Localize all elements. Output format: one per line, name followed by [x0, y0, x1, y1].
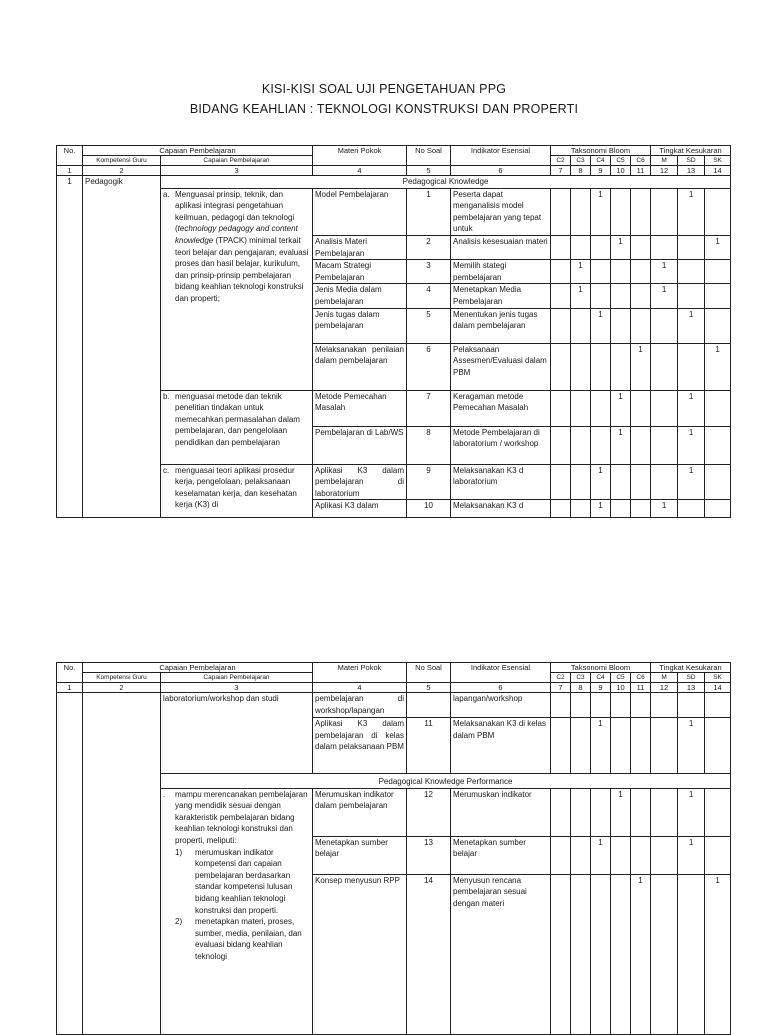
- col-num: 13: [678, 683, 705, 693]
- c3-cell: [571, 308, 591, 343]
- materi-cell: Aplikasi K3 dalam: [313, 500, 407, 518]
- header-no: No.: [57, 663, 83, 683]
- c6-cell: [631, 836, 651, 874]
- nosoal-cell: 7: [407, 390, 451, 426]
- c5-cell: [611, 188, 631, 235]
- c6-cell: [631, 390, 651, 426]
- col-num: 6: [451, 683, 551, 693]
- header-c4: C4: [591, 156, 611, 166]
- indikator-cell: Memilih stategi pembelajaran: [451, 260, 551, 284]
- c3-cell: [571, 836, 591, 874]
- c3-cell: [571, 874, 591, 1034]
- c2-cell: [551, 836, 571, 874]
- col-num: 2: [83, 166, 161, 176]
- nosoal-cell: 2: [407, 235, 451, 259]
- capaian-b: [161, 390, 313, 464]
- document-subtitle: BIDANG KEAHLIAN : TEKNOLOGI KONSTRUKSI DAN PROPERTI: [189, 102, 579, 116]
- nosoal-cell: 1: [407, 188, 451, 235]
- c5-cell: [611, 464, 631, 500]
- indikator-cell: Metode Pembelajaran di laboratorium / workshop: [451, 426, 551, 464]
- document-title: KISI-KISI SOAL UJI PENGETAHUAN PPG: [261, 82, 507, 96]
- indikator-cell: Menetapkan Media Pembelajaran: [451, 284, 551, 308]
- materi-cell: Metode Pemecahan Masalah: [313, 390, 407, 426]
- header-no: No.: [57, 146, 83, 166]
- row-number: [57, 693, 83, 1035]
- c3-cell: 1: [571, 260, 591, 284]
- capaian-c-text: menguasai teori aplikasi prosedur kerja, pengelolaan, pelaksanaan keselamatan kerja, dan kesehatan kerja (K3) di: [175, 465, 297, 510]
- col-num: 11: [631, 166, 651, 176]
- sk-cell: [705, 308, 731, 343]
- col-num: 1: [57, 683, 83, 693]
- col-num: 1: [57, 166, 83, 176]
- header-sk: SK: [705, 156, 731, 166]
- c2-cell: [551, 788, 571, 836]
- item-marker: a.: [163, 189, 170, 199]
- sk-cell: 1: [705, 343, 731, 390]
- materi-cell: Jenis tugas dalam pembelajaran: [313, 308, 407, 343]
- header-kompetensi: Kompetensi Guru: [83, 673, 161, 683]
- header-sd: SD: [678, 673, 705, 683]
- c2-cell: [551, 426, 571, 464]
- section-row: [57, 176, 731, 189]
- sk-cell: [705, 188, 731, 235]
- col-num: 6: [451, 166, 551, 176]
- materi-cell: Analisis Materi Pembelajaran: [313, 235, 407, 259]
- item-marker: c.: [163, 465, 170, 475]
- c4-cell: [591, 390, 611, 426]
- header-c5: C5: [611, 673, 631, 683]
- materi-cell: Konsep menyusun RPP: [313, 874, 407, 1034]
- capaian-b-text: menguasai metode dan teknik penelitian tindakan untuk memecahkan permasalahan dalam pembelajaran, dan pengelolaan pendidikan dan pembelajaran: [175, 391, 300, 447]
- header-taksonomi: Taksonomi Bloom: [551, 146, 651, 156]
- c5-cell: 1: [611, 788, 631, 836]
- capaian-c: [161, 464, 313, 518]
- header-c2: C2: [551, 673, 571, 683]
- materi-cell: pembelajaran di workshop/lapangan: [313, 693, 407, 718]
- m-cell: [651, 836, 678, 874]
- kisi-kisi-table-page-1: [56, 145, 731, 518]
- item-marker: .: [163, 789, 166, 799]
- c4-cell: [591, 788, 611, 836]
- c6-cell: [631, 260, 651, 284]
- indikator-cell: Melaksanakan K3 di kelas dalam PBM: [451, 718, 551, 774]
- nosoal-cell: 11: [407, 718, 451, 774]
- c2-cell: [551, 874, 571, 1034]
- sk-cell: [705, 500, 731, 518]
- materi-cell: Merumuskan indikator dalam pembelajaran: [313, 788, 407, 836]
- c4-cell: 1: [591, 500, 611, 518]
- c4-cell: 1: [591, 188, 611, 235]
- column-number-row: [57, 166, 731, 176]
- header-c4: C4: [591, 673, 611, 683]
- table-header-row: [57, 146, 731, 156]
- header-sd: SD: [678, 156, 705, 166]
- col-num: 10: [611, 166, 631, 176]
- c6-cell: [631, 308, 651, 343]
- sd-cell: [678, 284, 705, 308]
- col-num: 13: [678, 166, 705, 176]
- c4-cell: [591, 235, 611, 259]
- sd-cell: [678, 343, 705, 390]
- capaian-a: [161, 188, 313, 390]
- nosoal-cell: 14: [407, 874, 451, 1034]
- col-num: 9: [591, 683, 611, 693]
- sk-cell: [705, 788, 731, 836]
- c5-cell: 1: [611, 426, 631, 464]
- sk-cell: [705, 390, 731, 426]
- col-num: 14: [705, 683, 731, 693]
- c3-cell: [571, 343, 591, 390]
- col-num: 3: [161, 683, 313, 693]
- col-num: 5: [407, 166, 451, 176]
- indikator-cell: Pelaksanaan Assesmen/Evaluasi dalam PBM: [451, 343, 551, 390]
- indikator-cell: lapangan/workshop: [451, 693, 551, 718]
- materi-cell: Menetapkan sumber belajar: [313, 836, 407, 874]
- col-num: 9: [591, 166, 611, 176]
- sd-cell: 1: [678, 718, 705, 774]
- col-num: 11: [631, 683, 651, 693]
- c2-cell: [551, 390, 571, 426]
- c5-cell: [611, 836, 631, 874]
- c6-cell: [631, 426, 651, 464]
- header-no-soal: No Soal: [407, 663, 451, 683]
- m-cell: [651, 390, 678, 426]
- nosoal-cell: 8: [407, 426, 451, 464]
- indikator-cell: Menetapkan sumber belajar: [451, 836, 551, 874]
- c3-cell: 1: [571, 284, 591, 308]
- c4-cell: [591, 343, 611, 390]
- materi-cell: Pembelajaran di Lab/WS: [313, 426, 407, 464]
- c6-cell: [631, 500, 651, 518]
- col-num: 14: [705, 166, 731, 176]
- col-num: 2: [83, 683, 161, 693]
- c2-cell: [551, 308, 571, 343]
- m-cell: [651, 188, 678, 235]
- kompetensi-guru: [83, 693, 161, 1035]
- capaian-a-text: Menguasai prinsip, teknik, dan aplikasi integrasi pengetahuan keilmuan, pedagogi dan teknologi (technology pedagogy and content knowledge (TPACK) minimal terkait teori belajar dan pengajaran, evaluasi proses dan hasil belajar, kurikulum, dan prinsip-prinsip pembelajaran bidang keahlian teknologi konstruksi dan properti;: [175, 189, 309, 303]
- m-cell: [651, 308, 678, 343]
- sd-cell: 1: [678, 188, 705, 235]
- c6-cell: [631, 464, 651, 500]
- m-cell: [651, 788, 678, 836]
- sub-item-2-text: menetapkan materi, proses, sumber, media, penilaian, dan evaluasi bidang keahlian teknologi: [195, 917, 302, 961]
- m-cell: [651, 464, 678, 500]
- sd-cell: 1: [678, 308, 705, 343]
- c6-cell: 1: [631, 874, 651, 1034]
- c3-cell: [571, 500, 591, 518]
- m-cell: [651, 874, 678, 1034]
- sk-cell: [705, 260, 731, 284]
- section-heading: Pedagogical Knowledge Performance: [161, 774, 731, 789]
- sd-cell: 1: [678, 464, 705, 500]
- c3-cell: [571, 235, 591, 259]
- header-indikator: Indikator Esensial: [451, 663, 551, 683]
- materi-cell: Jenis Media dalam pembelajaran: [313, 284, 407, 308]
- m-cell: 1: [651, 260, 678, 284]
- c2-cell: [551, 260, 571, 284]
- sk-cell: [705, 464, 731, 500]
- materi-cell: Macam Strategi Pembelajaran: [313, 260, 407, 284]
- header-capaian: Capaian Pembelajaran: [83, 146, 313, 156]
- indikator-cell: Merumuskan indikator: [451, 788, 551, 836]
- table-header-row: [57, 663, 731, 673]
- col-num: 3: [161, 166, 313, 176]
- item-marker: 2): [175, 917, 183, 927]
- header-c3: C3: [571, 156, 591, 166]
- m-cell: 1: [651, 500, 678, 518]
- c5-cell: 1: [611, 235, 631, 259]
- nosoal-cell: 12: [407, 788, 451, 836]
- col-num: 5: [407, 683, 451, 693]
- header-capaian-sub: Capaian Pembelajaran: [161, 673, 313, 683]
- sk-cell: [705, 284, 731, 308]
- nosoal-cell: 6: [407, 343, 451, 390]
- sd-cell: 1: [678, 836, 705, 874]
- materi-cell: Melaksanakan penilaian dalam pembelajaran: [313, 343, 407, 390]
- header-c5: C5: [611, 156, 631, 166]
- capaian-planning: [161, 788, 313, 1034]
- c4-cell: 1: [591, 308, 611, 343]
- header-c3: C3: [571, 673, 591, 683]
- header-kompetensi: Kompetensi Guru: [83, 156, 161, 166]
- materi-cell: Aplikasi K3 dalam pembelajaran di kelas dalam pelaksanaan PBM: [313, 718, 407, 774]
- col-num: 7: [551, 166, 571, 176]
- header-c6: C6: [631, 156, 651, 166]
- col-num: 12: [651, 166, 678, 176]
- row-number: 1: [57, 176, 83, 518]
- c6-cell: [631, 188, 651, 235]
- c5-cell: [611, 500, 631, 518]
- c3-cell: [571, 788, 591, 836]
- c3-cell: [571, 464, 591, 500]
- header-capaian: Capaian Pembelajaran: [83, 663, 313, 673]
- header-tingkat: Tingkat Kesukaran: [651, 663, 731, 673]
- indikator-cell: Melaksanakan K3 d: [451, 500, 551, 518]
- header-sk: SK: [705, 673, 731, 683]
- indikator-cell: Peserta dapat menganalisis model pembelajaran yang tepat untuk: [451, 188, 551, 235]
- c5-cell: [611, 874, 631, 1034]
- c5-cell: [611, 260, 631, 284]
- kompetensi-guru: Pedagogik: [83, 176, 161, 518]
- sd-cell: 1: [678, 426, 705, 464]
- col-num: 4: [313, 166, 407, 176]
- c2-cell: [551, 235, 571, 259]
- c6-cell: 1: [631, 343, 651, 390]
- col-num: 12: [651, 683, 678, 693]
- sd-cell: [678, 500, 705, 518]
- col-num: 8: [571, 683, 591, 693]
- indikator-cell: Menentukan jenis tugas dalam pembelajaran: [451, 308, 551, 343]
- sd-cell: [678, 874, 705, 1034]
- nosoal-cell: [407, 693, 451, 718]
- table-row-continuation: [57, 693, 731, 718]
- col-num: 7: [551, 683, 571, 693]
- header-m: M: [651, 673, 678, 683]
- m-cell: [651, 235, 678, 259]
- c5-cell: 1: [611, 390, 631, 426]
- c2-cell: [551, 500, 571, 518]
- c4-cell: [591, 874, 611, 1034]
- header-materi: Materi Pokok: [313, 146, 407, 166]
- item-marker: b.: [163, 391, 170, 401]
- materi-cell: Model Pembelajaran: [313, 188, 407, 235]
- header-indikator: Indikator Esensial: [451, 146, 551, 166]
- c5-cell: [611, 343, 631, 390]
- m-cell: [651, 426, 678, 464]
- c2-cell: [551, 464, 571, 500]
- item-marker: 1): [175, 847, 183, 857]
- c2-cell: [551, 188, 571, 235]
- c2-cell: [551, 343, 571, 390]
- col-num: 8: [571, 166, 591, 176]
- kisi-kisi-table-page-2: [56, 662, 731, 1035]
- sk-cell: 1: [705, 874, 731, 1034]
- indikator-cell: Menyusun rencana pembelajaran sesuai dengan materi: [451, 874, 551, 1034]
- c6-cell: [631, 284, 651, 308]
- header-m: M: [651, 156, 678, 166]
- nosoal-cell: 9: [407, 464, 451, 500]
- header-capaian-sub: Capaian Pembelajaran: [161, 156, 313, 166]
- c3-cell: [571, 188, 591, 235]
- m-cell: [651, 343, 678, 390]
- c6-cell: [631, 235, 651, 259]
- c4-cell: [591, 426, 611, 464]
- sk-cell: [705, 426, 731, 464]
- sd-cell: [678, 235, 705, 259]
- header-c2: C2: [551, 156, 571, 166]
- indikator-cell: Keragaman metode Pemecahan Masalah: [451, 390, 551, 426]
- c3-cell: [571, 390, 591, 426]
- capaian-planning-text: mampu merencanakan pembelajaran yang mendidik sesuai dengan karakteristik pembelajaran bidang keahlian teknologi konstruksi dan properti, meliputi:: [175, 789, 308, 845]
- section-heading: Pedagogical Knowledge: [161, 176, 731, 189]
- column-number-row: [57, 683, 731, 693]
- c4-cell: 1: [591, 464, 611, 500]
- materi-cell: Aplikasi K3 dalam pembelajaran di laboratorium: [313, 464, 407, 500]
- nosoal-cell: 3: [407, 260, 451, 284]
- m-cell: 1: [651, 284, 678, 308]
- header-materi: Materi Pokok: [313, 663, 407, 683]
- sd-cell: 1: [678, 390, 705, 426]
- sk-cell: 1: [705, 235, 731, 259]
- header-taksonomi: Taksonomi Bloom: [551, 663, 651, 673]
- nosoal-cell: 13: [407, 836, 451, 874]
- c5-cell: [611, 284, 631, 308]
- nosoal-cell: 4: [407, 284, 451, 308]
- sk-cell: [705, 836, 731, 874]
- header-c6: C6: [631, 673, 651, 683]
- header-no-soal: No Soal: [407, 146, 451, 166]
- c4-cell: [591, 284, 611, 308]
- indikator-cell: Analisis kesesuaian materi: [451, 235, 551, 259]
- indikator-cell: Melaksanakan K3 d laboratorium: [451, 464, 551, 500]
- header-tingkat: Tingkat Kesukaran: [651, 146, 731, 156]
- col-num: 4: [313, 683, 407, 693]
- c4-cell: 1: [591, 718, 611, 774]
- c2-cell: [551, 284, 571, 308]
- sd-cell: 1: [678, 788, 705, 836]
- c3-cell: [571, 426, 591, 464]
- col-num: 10: [611, 683, 631, 693]
- nosoal-cell: 10: [407, 500, 451, 518]
- sub-item-1-text: merumuskan indikator kompetensi dan capaian pembelajaran berdasarkan standar kompetensi lulusan bidang keahlian teknologi konstruksi dan properti.: [195, 847, 293, 915]
- c4-cell: 1: [591, 836, 611, 874]
- sd-cell: [678, 260, 705, 284]
- nosoal-cell: 5: [407, 308, 451, 343]
- c6-cell: [631, 788, 651, 836]
- c5-cell: [611, 308, 631, 343]
- capaian-continuation: laboratorium/workshop dan studi: [161, 693, 313, 774]
- c4-cell: [591, 260, 611, 284]
